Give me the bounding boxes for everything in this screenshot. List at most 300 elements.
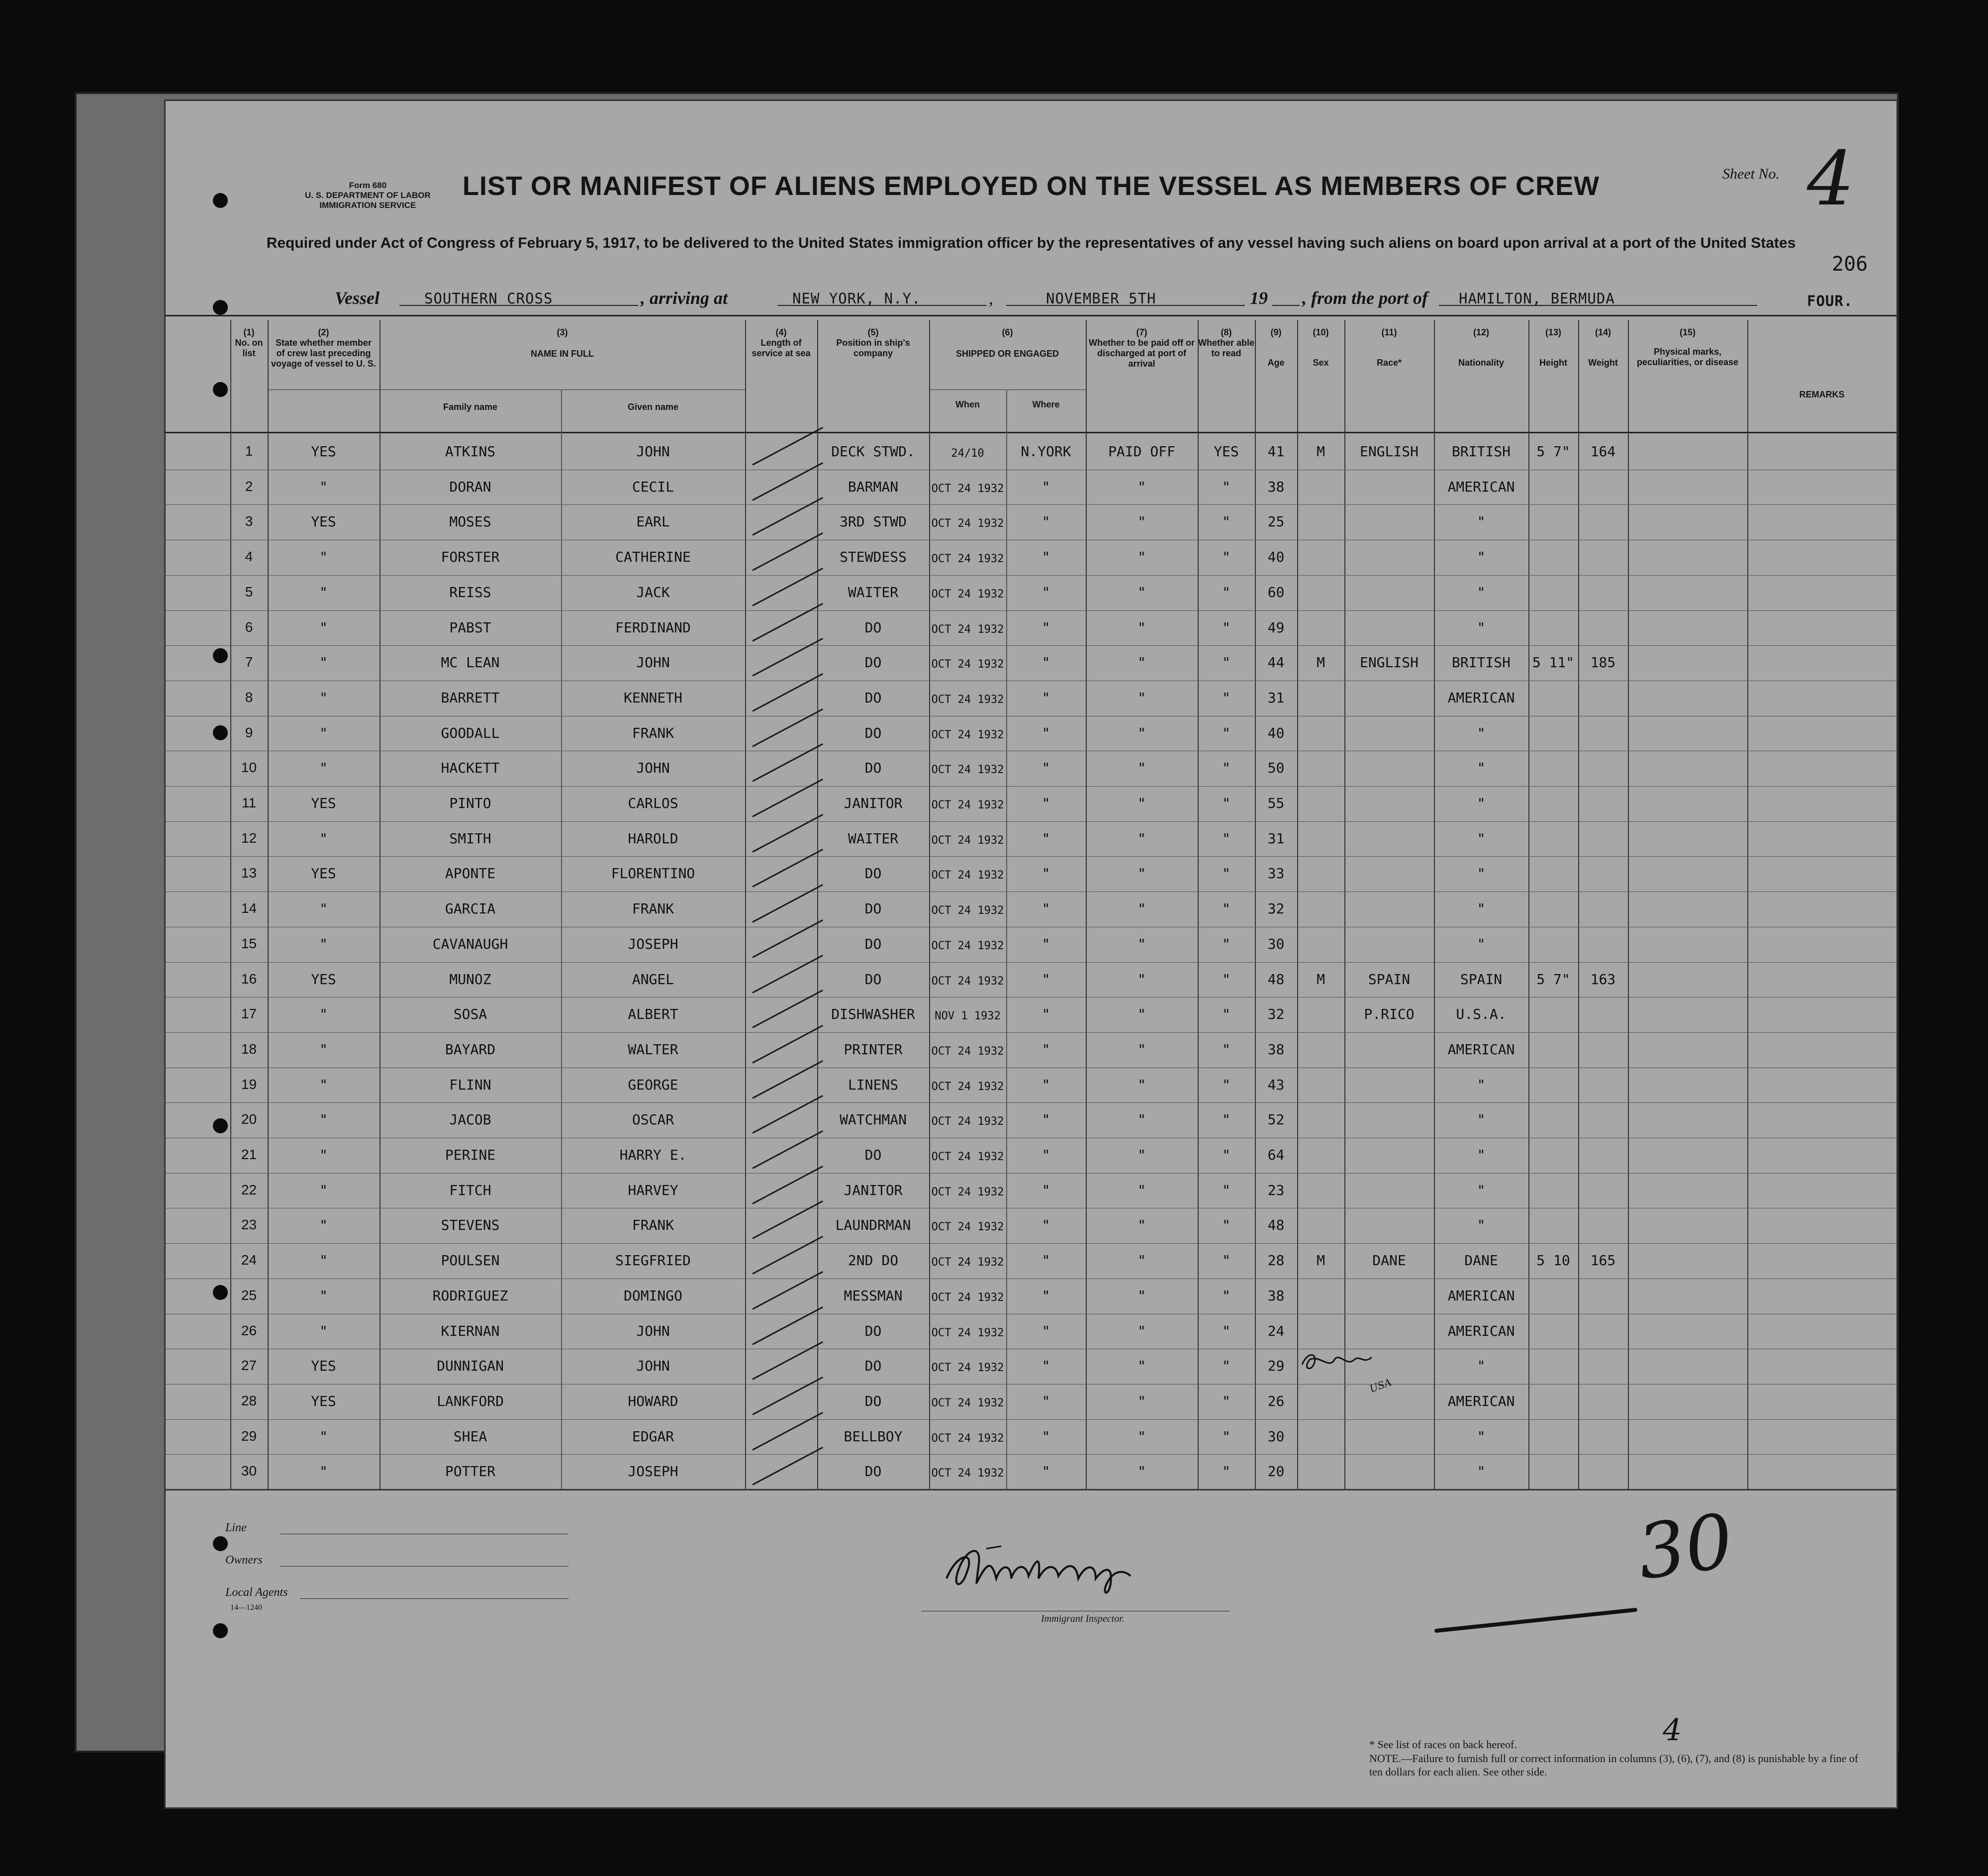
row-15-position: DO [864,935,882,952]
row-19-no: 19 [241,1076,257,1092]
row-divider [166,1173,1896,1174]
sheet-count-word: FOUR. [1807,293,1853,309]
row-21-family: PERINE [445,1147,496,1163]
row-14-position: DO [864,900,882,917]
row-5-no: 5 [245,584,253,599]
row-5-read: " [1222,584,1231,600]
row-30-when: OCT 24 1932 [931,1467,1004,1480]
row-4-paid: " [1137,549,1146,566]
row-30-given: JOSEPH [628,1463,678,1480]
row-5-given: JACK [636,584,670,600]
row-1-given: JOHN [636,443,670,460]
row-4-nationality: " [1477,549,1486,566]
row-25-given: DOMINGO [623,1287,682,1304]
col-header-no-on-list: No. on list [235,338,263,358]
row-22-when: OCT 24 1932 [931,1185,1004,1198]
handwritten-usa-note: USA [1368,1376,1393,1395]
footer-agents-code: 14—1240 [230,1603,262,1612]
row-21-given: HARRY E. [619,1147,687,1163]
row-1-no: 1 [245,443,253,459]
row-19-prev: " [319,1076,328,1093]
service-check-mark [752,708,823,747]
row-9-position: DO [864,724,882,741]
row-1-paid: PAID OFF [1108,443,1175,460]
row-divider [166,610,1896,611]
service-check-mark [752,1412,823,1451]
row-22-given: HARVEY [628,1182,678,1198]
row-19-when: OCT 24 1932 [931,1080,1004,1093]
binding-hole [213,1118,228,1133]
row-11-paid: " [1137,795,1146,811]
service-check-mark [752,1377,823,1415]
row-20-position: WATCHMAN [840,1111,907,1128]
handwritten-underline [1434,1608,1638,1633]
row-11-where: " [1041,795,1050,811]
page-subtitle: Required under Act of Congress of February 5, 1917, to be delivered to the United States immigration officer by the representatives of any vessel having such aliens on board upon arrival at a port of the United States [266,235,1796,251]
row-19-family: FLINN [449,1076,491,1093]
row-10-where: " [1041,760,1050,777]
row-23-read: " [1222,1217,1231,1234]
row-18-no: 18 [241,1041,257,1057]
row-30-prev: " [319,1463,328,1480]
col-header-name-in-full: NAME IN FULL [531,349,594,359]
service-check-mark [752,532,823,571]
row-22-position: JANITOR [844,1182,903,1198]
row-divider [166,891,1896,892]
row-11-nationality: " [1477,795,1486,811]
row-20-nationality: " [1477,1111,1486,1128]
row-7-paid: " [1137,654,1146,671]
row-divider [166,575,1896,576]
row-22-age: 23 [1267,1182,1285,1198]
row-21-no: 21 [241,1147,257,1162]
row-6-paid: " [1137,619,1146,636]
row-divider [166,1489,1896,1490]
row-2-age: 38 [1267,478,1285,495]
departure-port: HAMILTON, BERMUDA [1459,290,1615,307]
row-21-position: DO [864,1147,882,1163]
row-13-no: 13 [241,865,257,881]
row-1-where: N.YORK [1021,443,1071,460]
col-header-family-name: Family name [443,402,498,412]
row-5-nationality: " [1477,584,1486,600]
row-7-when: OCT 24 1932 [931,658,1004,671]
row-19-nationality: " [1477,1076,1486,1093]
col15-number: (15) [1679,327,1696,337]
col-header-able-to-read: Whether able to read [1198,338,1255,358]
col9-number: (9) [1270,327,1282,337]
service-check-mark [752,955,823,993]
col-header-weight: Weight [1588,358,1618,368]
row-24-weight: 165 [1590,1252,1616,1269]
row-16-age: 48 [1267,971,1285,987]
row-9-given: FRANK [632,724,674,741]
service-check-mark [752,603,823,642]
row-7-position: DO [864,654,882,671]
row-8-no: 8 [245,689,253,705]
row-20-given: OSCAR [632,1111,674,1128]
col-header-given-name: Given name [627,402,679,412]
row-16-prev: YES [311,971,336,987]
row-5-position: WAITER [848,584,899,600]
service-check-mark [752,1060,823,1099]
col10-number: (10) [1313,327,1329,337]
row-6-when: OCT 24 1932 [931,623,1004,636]
footnote-penalty: NOTE.—Failure to furnish full or correct information in columns (3), (6), (7), and (8) is punishable by a fine of ten dollars for each alien. See other side. [1369,1752,1859,1778]
row-6-age: 49 [1267,619,1285,636]
row-2-no: 2 [245,478,253,494]
binding-hole [213,1536,228,1551]
col4-number: (4) [775,327,787,337]
row-6-given: FERDINAND [615,619,691,636]
row-13-when: OCT 24 1932 [931,869,1004,882]
form-service: IMMIGRATION SERVICE [319,200,416,210]
row-1-family: ATKINS [445,443,496,460]
row-2-where: " [1041,478,1050,495]
row-4-where: " [1041,549,1050,566]
row-22-read: " [1222,1182,1231,1198]
row-13-family: APONTE [445,865,496,882]
col14-number: (14) [1595,327,1611,337]
row-29-nationality: " [1477,1428,1486,1445]
row-24-no: 24 [241,1252,257,1268]
row-divider [166,1032,1896,1033]
row-3-paid: " [1137,513,1146,530]
row-divider [166,1454,1896,1455]
row-6-position: DO [864,619,882,636]
row-1-read: YES [1214,443,1239,460]
row-23-paid: " [1137,1217,1146,1234]
row-11-no: 11 [241,795,257,810]
row-11-when: OCT 24 1932 [931,799,1004,811]
row-3-when: OCT 24 1932 [931,517,1004,530]
row-17-age: 32 [1267,1006,1285,1023]
service-check-mark [752,1166,823,1204]
row-16-sex: M [1317,971,1325,987]
col13-number: (13) [1545,327,1561,337]
row-13-paid: " [1137,865,1146,882]
row-2-paid: " [1137,478,1146,495]
footer-agents-label: Local Agents [225,1586,288,1599]
row-18-position: PRINTER [844,1041,903,1058]
row-7-race: ENGLISH [1359,654,1419,671]
row-12-prev: " [319,830,328,847]
row-22-nationality: " [1477,1182,1486,1198]
row-11-age: 55 [1267,795,1285,811]
row-30-position: DO [864,1463,882,1480]
row-14-no: 14 [241,900,257,916]
row-16-where: " [1041,971,1050,987]
row-18-family: BAYARD [445,1041,496,1058]
row-17-read: " [1222,1006,1231,1023]
row-24-family: POULSEN [441,1252,500,1269]
col12-number: (12) [1473,327,1489,337]
row-16-family: MUNOZ [449,971,491,987]
row-25-no: 25 [241,1287,257,1303]
col2-number: (2) [318,327,329,337]
row-16-position: DO [864,971,882,987]
row-7-weight: 185 [1590,654,1616,671]
row-17-race: P.RICO [1364,1006,1415,1023]
row-20-age: 52 [1267,1111,1285,1128]
row-20-where: " [1041,1111,1050,1128]
row-4-prev: " [319,549,328,566]
service-check-mark [752,814,823,853]
row-divider [166,1102,1896,1103]
service-check-mark [752,884,823,923]
row-28-position: DO [864,1392,882,1409]
row-24-position: 2ND DO [848,1252,899,1269]
row-26-where: " [1041,1322,1050,1339]
row-10-when: OCT 24 1932 [931,764,1004,777]
row-12-family: SMITH [449,830,491,847]
footer-owners-label: Owners [225,1554,263,1567]
row-19-given: GEORGE [628,1076,678,1093]
row-20-paid: " [1137,1111,1146,1128]
row-4-no: 4 [245,549,253,565]
row-16-given: ANGEL [632,971,674,987]
row-9-read: " [1222,724,1231,741]
col-header-previous-voyage: State whether member of crew last preceding voyage of vessel to U. S. [271,338,377,369]
row-11-prev: YES [311,795,336,811]
form-number: Form 680 [349,181,387,190]
row-18-given: WALTER [628,1041,678,1058]
sheet-number: 4 [1807,136,1855,222]
row-17-position: DISHWASHER [831,1006,915,1023]
service-check-mark [752,1236,823,1275]
row-7-height: 5 11" [1532,654,1575,671]
service-check-mark [752,497,823,536]
service-check-mark [752,989,823,1028]
col-header-race: Race* [1376,358,1402,368]
manifest-page [164,99,1898,1809]
row-14-paid: " [1137,900,1146,917]
row-2-given: CECIL [632,478,674,495]
row-14-read: " [1222,900,1231,917]
row-22-paid: " [1137,1182,1146,1198]
row-7-where: " [1041,654,1050,671]
row-21-prev: " [319,1147,328,1163]
row-2-read: " [1222,478,1231,495]
row-23-where: " [1041,1217,1050,1234]
col-header-remarks: REMARKS [1799,390,1845,399]
row-28-paid: " [1137,1392,1146,1409]
vessel-name: SOUTHERN CROSS [424,290,553,307]
row-10-prev: " [319,760,328,777]
row-21-nationality: " [1477,1147,1486,1163]
row-14-age: 32 [1267,900,1285,917]
row-divider [166,1419,1896,1420]
row-12-when: OCT 24 1932 [931,834,1004,847]
row-8-age: 31 [1267,689,1285,706]
row-10-no: 10 [241,760,257,776]
row-13-nationality: " [1477,865,1486,882]
handwritten-page-mark: 4 [1663,1713,1682,1748]
service-check-mark [752,638,823,677]
row-9-where: " [1041,724,1050,741]
row-19-position: LINENS [848,1076,899,1093]
row-3-nationality: " [1477,513,1486,530]
year-label: 19 [1250,288,1268,308]
service-check-mark [752,1447,823,1485]
row-27-age: 29 [1267,1358,1285,1375]
row-4-age: 40 [1267,549,1285,566]
col5-number: (5) [867,327,879,337]
row-4-family: FORSTER [441,549,500,566]
row-19-age: 43 [1267,1076,1285,1093]
row-divider [166,1243,1896,1244]
binding-hole [213,725,228,740]
row-3-prev: YES [311,513,336,530]
row-6-no: 6 [245,619,253,635]
row-8-nationality: AMERICAN [1447,689,1515,706]
row-20-family: JACOB [449,1111,491,1128]
row-2-prev: " [319,478,328,495]
row-8-given: KENNETH [623,689,682,706]
row-15-nationality: " [1477,935,1486,952]
row-24-read: " [1222,1252,1231,1269]
row-9-paid: " [1137,724,1146,741]
row-7-family: MC LEAN [441,654,500,671]
row-11-given: CARLOS [628,795,678,811]
row-28-family: LANKFORD [437,1392,504,1409]
row-2-when: OCT 24 1932 [931,482,1004,495]
row-24-height: 5 10 [1536,1252,1570,1269]
row-10-given: JOHN [636,760,670,777]
row-1-sex: M [1317,443,1325,460]
row-8-position: DO [864,689,882,706]
row-16-nationality: SPAIN [1460,971,1503,987]
row-26-prev: " [319,1322,328,1339]
row-17-no: 17 [241,1006,257,1022]
row-18-where: " [1041,1041,1050,1058]
arriving-label: , arriving at [641,288,728,308]
row-12-nationality: " [1477,830,1486,847]
row-13-age: 33 [1267,865,1285,882]
row-8-paid: " [1137,689,1146,706]
row-25-paid: " [1137,1287,1146,1304]
row-1-height: 5 7" [1536,443,1570,460]
row-3-no: 3 [245,513,253,529]
row-1-prev: YES [311,443,336,460]
vessel-label: Vessel [335,288,379,308]
row-2-position: BARMAN [848,478,899,495]
row-6-where: " [1041,619,1050,636]
row-25-age: 38 [1267,1287,1285,1304]
row-24-sex: M [1317,1252,1325,1269]
row-1-race: ENGLISH [1359,443,1419,460]
service-check-mark [752,1130,823,1169]
row-18-read: " [1222,1041,1231,1058]
row-26-no: 26 [241,1322,257,1338]
row-29-age: 30 [1267,1428,1285,1445]
row-1-nationality: BRITISH [1451,443,1511,460]
row-4-read: " [1222,549,1231,566]
row-28-when: OCT 24 1932 [931,1396,1004,1409]
row-1-when: 24/10 [951,447,984,460]
row-21-paid: " [1137,1147,1146,1163]
row-7-age: 44 [1267,654,1285,671]
row-25-where: " [1041,1287,1050,1304]
row-30-no: 30 [241,1463,257,1479]
row-27-position: DO [864,1358,882,1375]
row-10-paid: " [1137,760,1146,777]
row-28-nationality: AMERICAN [1447,1392,1515,1409]
row-27-prev: YES [311,1358,336,1375]
row-18-prev: " [319,1041,328,1058]
row-30-family: POTTER [445,1463,496,1480]
row-27-no: 27 [241,1358,257,1374]
row-5-where: " [1041,584,1050,600]
row-divider [166,504,1896,505]
row-23-position: LAUNDRMAN [835,1217,911,1234]
service-check-mark [752,849,823,888]
row-30-age: 20 [1267,1463,1285,1480]
row-3-age: 25 [1267,513,1285,530]
row-5-prev: " [319,584,328,600]
row-16-read: " [1222,971,1231,987]
row-26-given: JOHN [636,1322,670,1339]
row-29-prev: " [319,1428,328,1445]
row-15-read: " [1222,935,1231,952]
footer-line-label: Line [225,1521,247,1534]
page-title: LIST OR MANIFEST OF ALIENS EMPLOYED ON THE VESSEL AS MEMBERS OF CREW [462,171,1600,201]
row-7-prev: " [319,654,328,671]
row-14-prev: " [319,900,328,917]
row-5-paid: " [1137,584,1146,600]
binding-hole [213,1623,228,1638]
row-27-given: JOHN [636,1358,670,1375]
row-15-age: 30 [1267,935,1285,952]
row-16-when: OCT 24 1932 [931,975,1004,987]
footnote-races: * See list of races on back hereof. [1369,1738,1517,1751]
row-25-family: RODRIGUEZ [432,1287,508,1304]
row-14-family: GARCIA [445,900,496,917]
row-8-read: " [1222,689,1231,706]
row-8-prev: " [319,689,328,706]
row-1-weight: 164 [1590,443,1616,460]
inspector-label: Immigrant Inspector. [1041,1613,1125,1624]
row-9-when: OCT 24 1932 [931,728,1004,741]
row-22-no: 22 [241,1182,257,1197]
row-16-race: SPAIN [1368,971,1411,987]
col-header-when: When [955,399,980,409]
row-26-age: 24 [1267,1322,1285,1339]
comma-separator: , [989,288,993,308]
row-27-nationality: " [1477,1358,1486,1375]
row-divider [166,786,1896,787]
row-24-where: " [1041,1252,1050,1269]
row-9-nationality: " [1477,724,1486,741]
row-12-no: 12 [241,830,257,846]
row-7-sex: M [1317,654,1325,671]
row-12-position: WAITER [848,830,899,847]
row-20-when: OCT 24 1932 [931,1115,1004,1128]
row-13-given: FLORENTINO [611,865,695,882]
col-header-nationality: Nationality [1458,358,1504,368]
row-16-height: 5 7" [1536,971,1570,987]
row-21-where: " [1041,1147,1050,1163]
row-15-paid: " [1137,935,1146,952]
row-11-family: PINTO [449,795,491,811]
row-10-nationality: " [1477,760,1486,777]
row-27-paid: " [1137,1358,1146,1375]
row-2-nationality: AMERICAN [1447,478,1515,495]
row-25-read: " [1222,1287,1231,1304]
stamp-number: 206 [1832,253,1868,276]
row-14-given: FRANK [632,900,674,917]
row-2-family: DORAN [449,478,491,495]
